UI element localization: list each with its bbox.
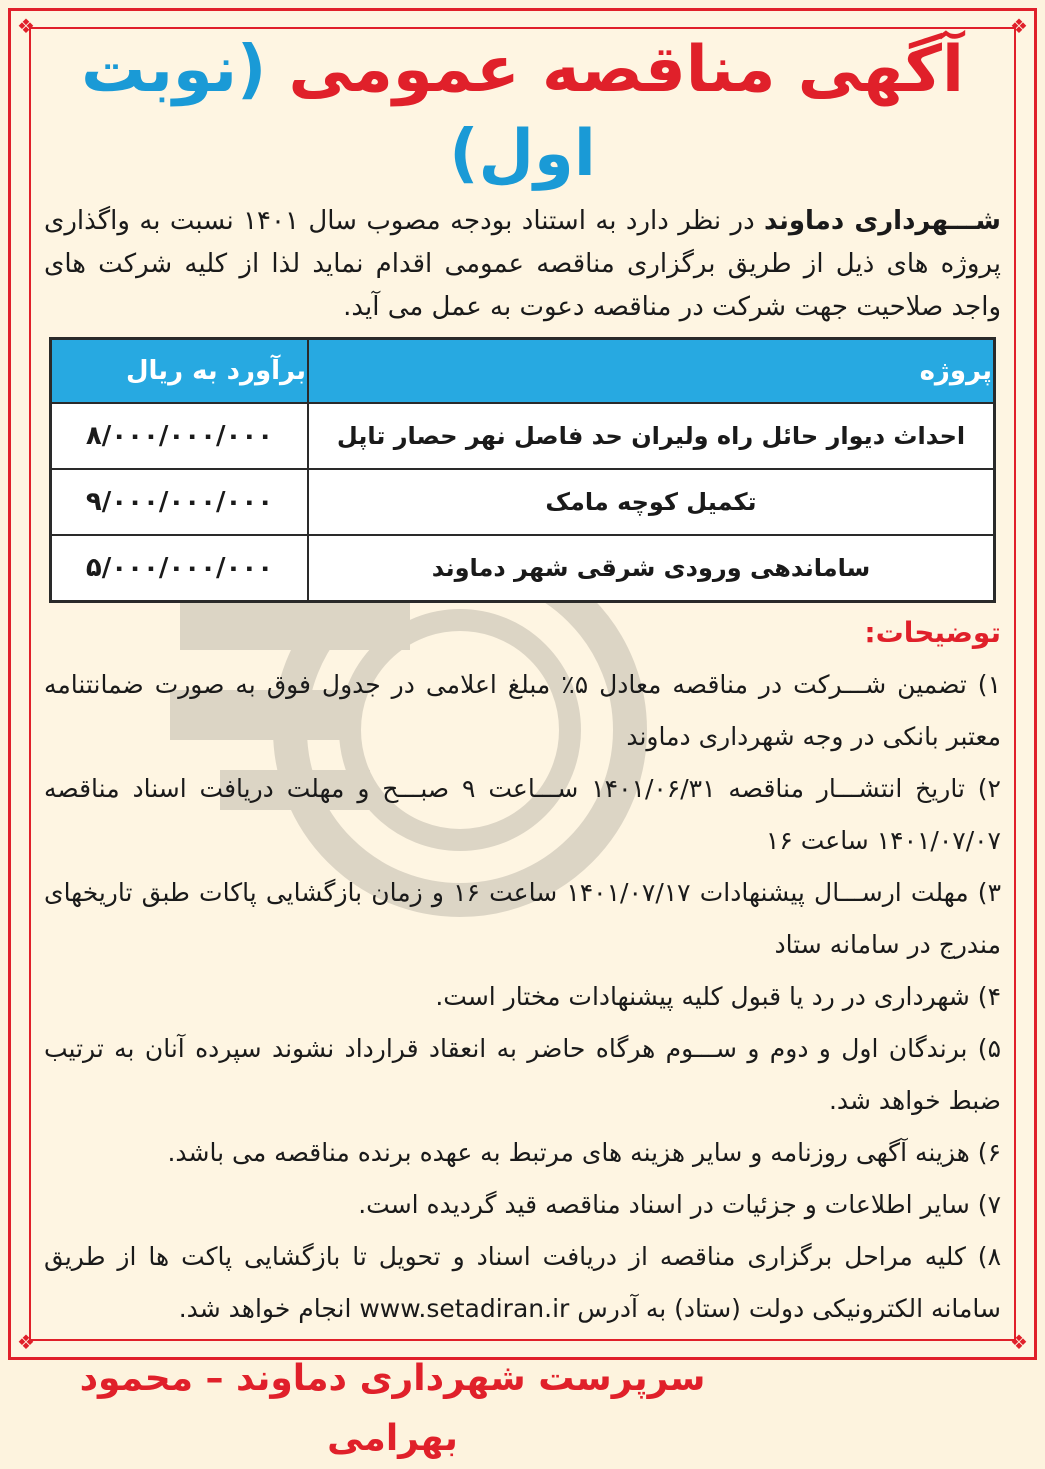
intro-text: در نظر دارد به استناد بودجه مصوب سال ۱۴۰۱ نسبت به واگذاری پروژه های ذیل از طریق برگزاری مناقصه عمومی اقدام نماید لذا از کلیه شرکت های واجد صلاحیت جهت شرکت در مناقصه دعوت به عمل می آید. <box>44 206 1001 322</box>
project-name: ساماندهی ورودی شرقی شهر دماوند <box>308 535 995 602</box>
project-amount: ۸/۰۰۰/۰۰۰/۰۰۰ <box>51 403 309 469</box>
table-header-row <box>51 339 995 404</box>
project-name: احداث دیوار حائل راه ولیران حد فاصل نهر حصار تاپل <box>308 403 995 469</box>
corner-ornament-icon: ❖ <box>17 14 35 38</box>
corner-ornament-icon: ❖ <box>1010 1330 1028 1354</box>
note-item: ۵) برندگان اول و دوم و ســـوم هرگاه حاضر به انعقاد قرارداد نشوند سپرده آنان به ترتیب ضبط خواهد شد. <box>44 1034 1001 1115</box>
table-row <box>51 535 995 602</box>
project-amount: ۹/۰۰۰/۰۰۰/۰۰۰ <box>51 469 309 535</box>
title-main: آگهی مناقصه عمومی <box>288 33 964 107</box>
tender-table <box>49 337 996 603</box>
notes-title: توضیحات: <box>864 616 1001 649</box>
note-item: ۳) مهلت ارســـال پیشنهادات ۱۴۰۱/۰۷/۱۷ ساعت ۱۶ و زمان بازگشایی پاکات طبق تاریخهای مندرج در سامانه ستاد <box>44 878 1001 959</box>
note-item: ۶) هزینه آگهی روزنامه و سایر هزینه های مرتبط به عهده برنده مناقصه می باشد. <box>167 1138 1001 1167</box>
note-item: ۱) تضمین شـــرکت در مناقصه معادل ۵٪ مبلغ اعلامی در جدول فوق به صورت ضمانتنامه معتبر بانکی در وجه شهرداری دماوند <box>44 670 1001 751</box>
ad-title <box>44 28 1001 196</box>
signature: سرپرست شهرداری دماوند – محمود بهرامی <box>79 1358 706 1459</box>
table-row <box>51 469 995 535</box>
note-item: ۴) شهرداری در رد یا قبول کلیه پیشنهادات مختار است. <box>435 982 1001 1011</box>
header-amount: برآورد به ریال <box>51 339 309 404</box>
ad-content <box>44 28 1001 1469</box>
project-amount: ۵/۰۰۰/۰۰۰/۰۰۰ <box>51 535 309 602</box>
header-project: پروژه <box>308 339 995 404</box>
title-round: (نوبت اول) <box>81 33 596 191</box>
table-row <box>51 403 995 469</box>
corner-ornament-icon: ❖ <box>17 1330 35 1354</box>
intro-issuer: شـــهرداری دماوند <box>764 206 1001 236</box>
corner-ornament-icon: ❖ <box>1010 14 1028 38</box>
note-item: ۸) کلیه مراحل برگزاری مناقصه از دریافت اسناد و تحویل تا بازگشایی پاکت ها از طریق سامانه الکترونیکی دولت (ستاد) به آدرس www.setadiran.ir انجام خواهد شد. <box>44 1242 1001 1323</box>
intro-paragraph <box>44 200 1001 329</box>
project-name: تکمیل کوچه مامک <box>308 469 995 535</box>
note-item: ۷) سایر اطلاعات و جزئیات در اسناد مناقصه قید گردیده است. <box>358 1190 1001 1219</box>
note-item: ۲) تاریخ انتشـــار مناقصه ۱۴۰۱/۰۶/۳۱ ســـاعت ۹ صبـــح و مهلت دریافت اسناد مناقصه ۱۴۰۱/۰۷/۰۷ ساعت ۱۶ <box>44 774 1001 855</box>
